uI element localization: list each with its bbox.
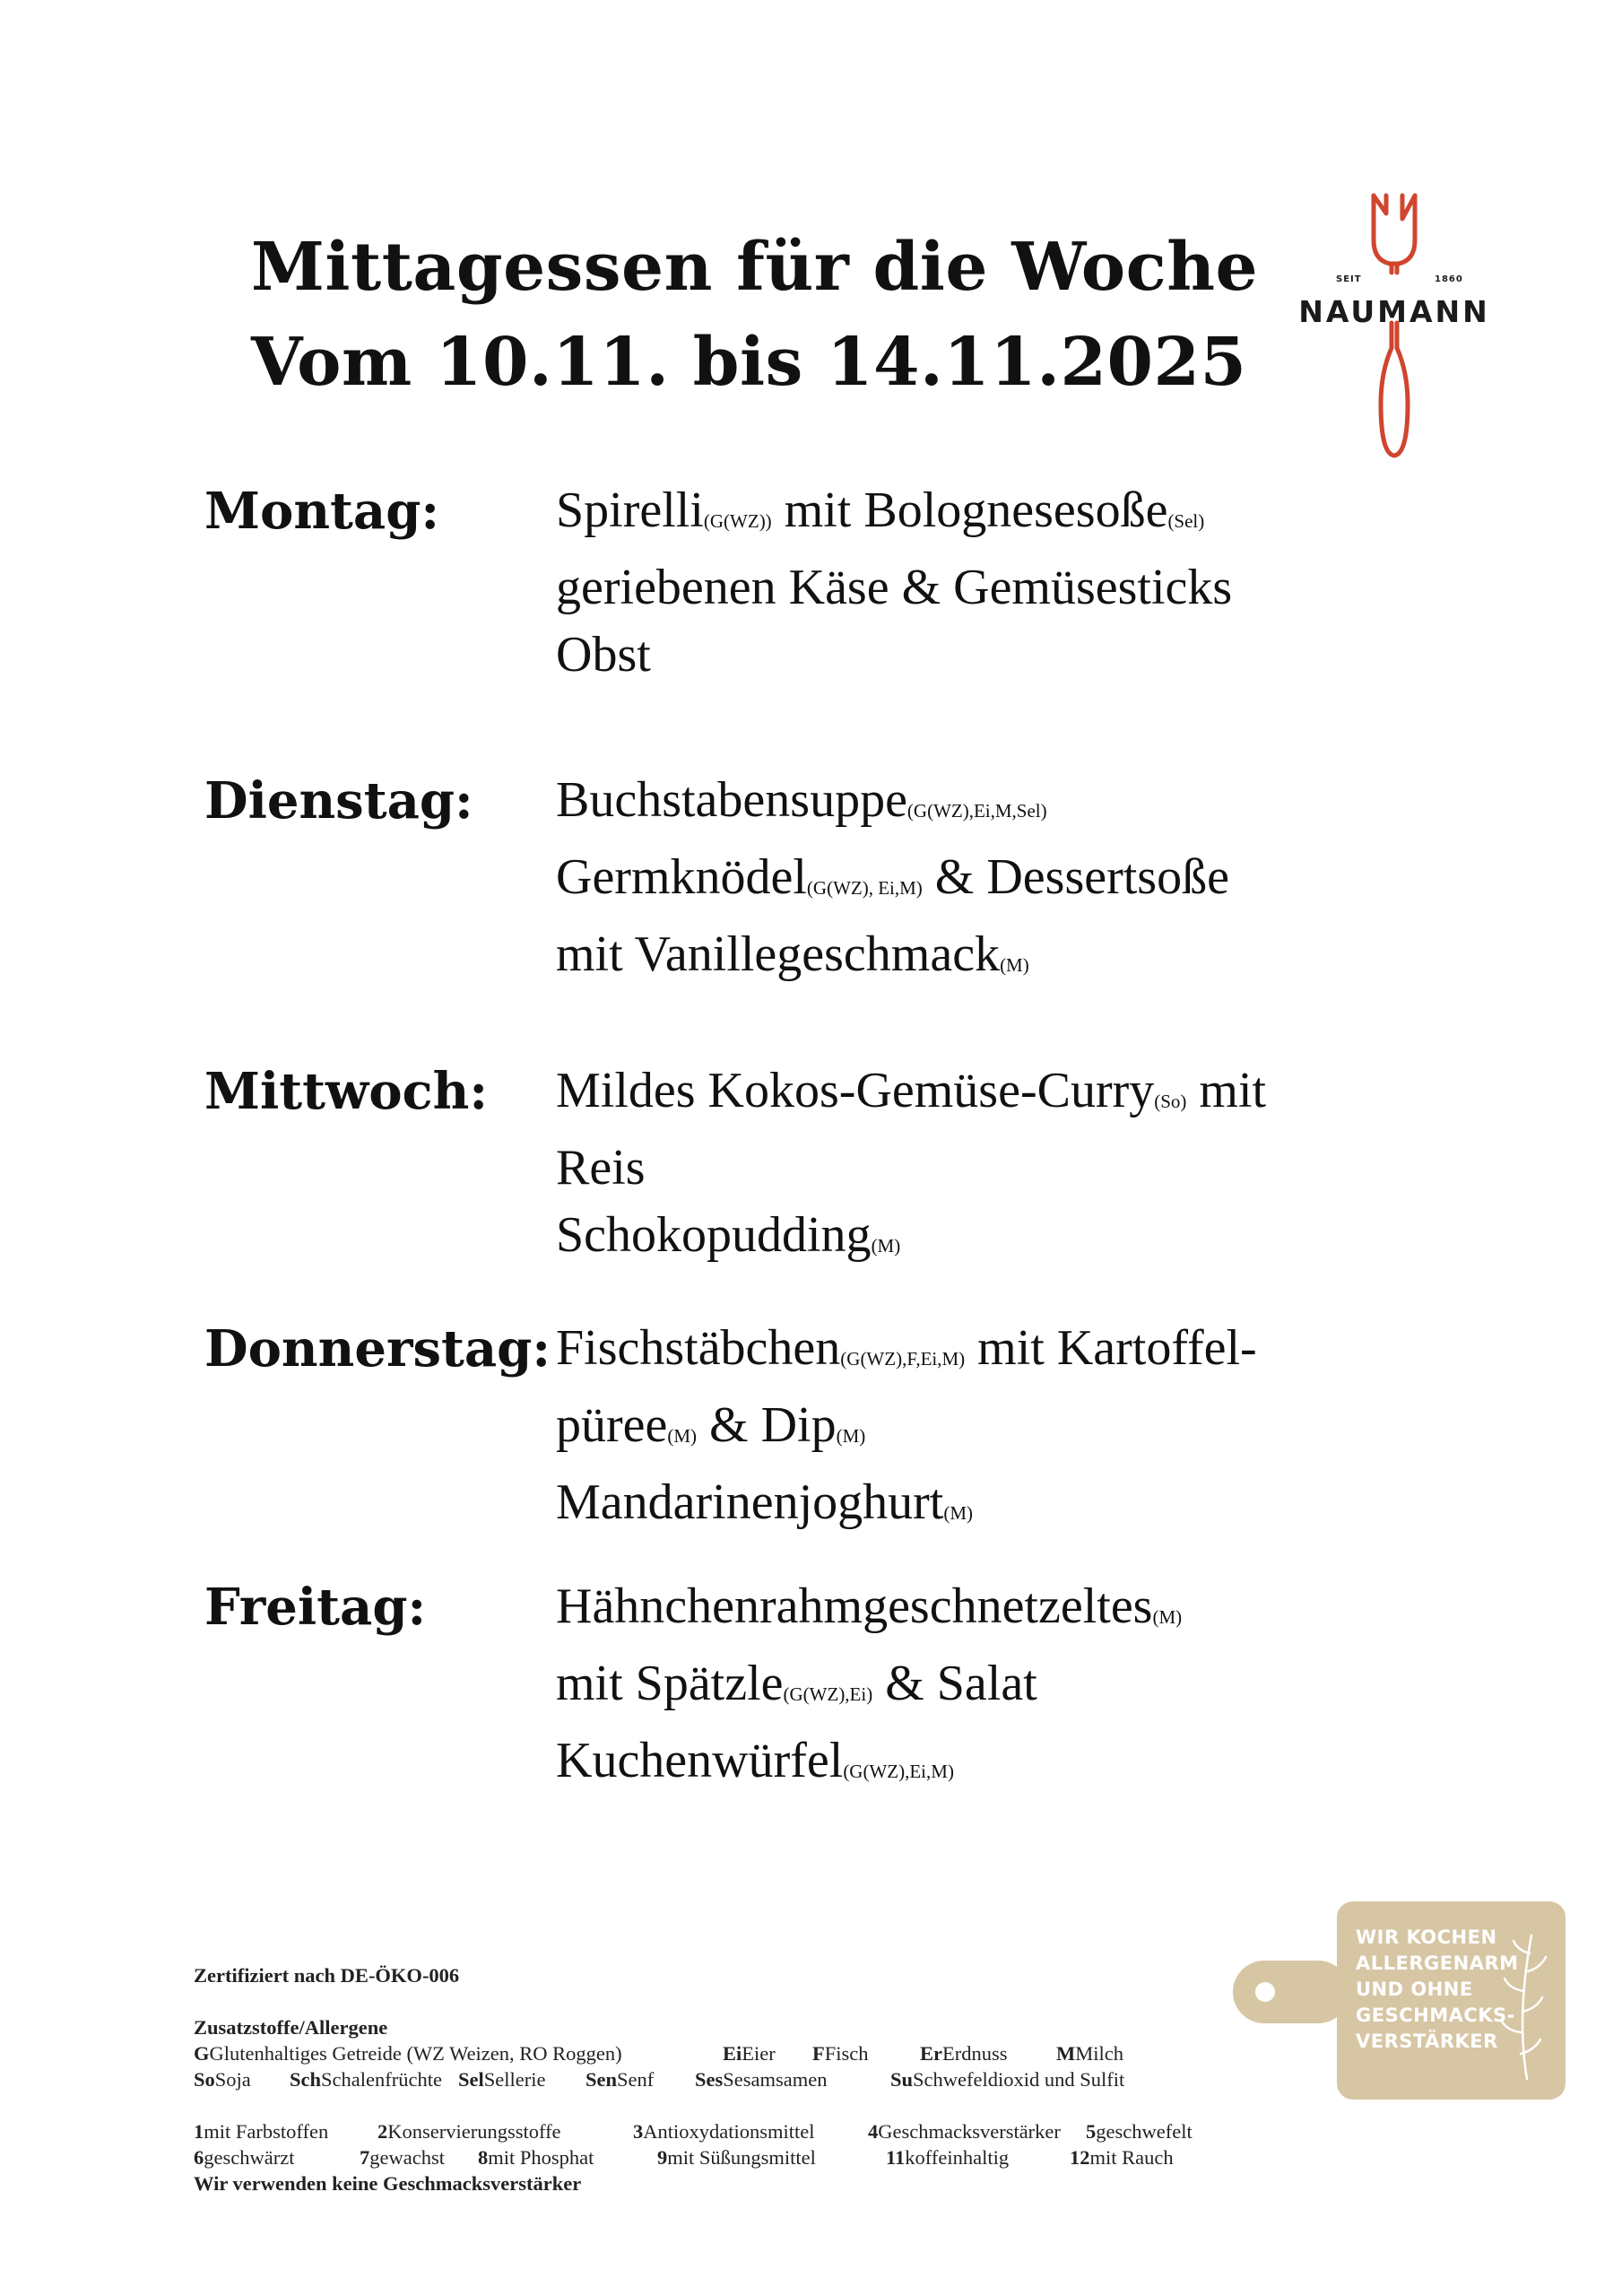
legend-entry (360, 2144, 478, 2170)
legend-code: 3 (633, 2120, 644, 2143)
legend-code: G (194, 2042, 210, 2065)
menu-line (556, 622, 1453, 689)
legend-code: 1 (194, 2120, 204, 2143)
legend-entry (194, 2066, 290, 2092)
dish-text: mit Kartoffel- (965, 1320, 1257, 1376)
legend-entry (194, 2040, 723, 2066)
menu-line (556, 554, 1453, 622)
legend-entry (657, 2144, 886, 2170)
legend-name: Soja (214, 2068, 251, 2091)
legend-entry (812, 2040, 920, 2066)
allergen-codes: (M) (943, 1502, 974, 1524)
menu-line (556, 1392, 1453, 1469)
dish-text: Fischstäbchen (556, 1320, 841, 1376)
legend-code: Su (890, 2068, 914, 2091)
legend-code: So (194, 2068, 215, 2091)
legend-code: 8 (478, 2146, 489, 2169)
allergen-codes: (G(WZ),Ei,M,Sel) (906, 800, 1047, 822)
legend-entry (886, 2144, 1070, 2170)
dish-text: mit Spätzle (556, 1656, 784, 1711)
menu-line (556, 477, 1453, 554)
allergen-codes: (M) (1152, 1606, 1183, 1628)
legend-code: Ei (723, 2042, 742, 2065)
title-line-1: Mittagessen für die Woche (251, 229, 1259, 306)
dish-text: mit Bolognesesoße (771, 483, 1168, 538)
title-line-2: Vom 10.11. bis 14.11.2025 (251, 324, 1247, 401)
legend-code: Sch (290, 2068, 322, 2091)
legend-entry (695, 2066, 890, 2092)
dish-text: geriebenen Käse & Gemüsesticks (556, 560, 1233, 615)
legend-entry (868, 2118, 1086, 2144)
allergens-row-1 (194, 2040, 1305, 2066)
allergen-codes: (G(WZ), Ei,M) (806, 877, 923, 899)
menu-montag (556, 477, 1453, 689)
legend-code: 9 (657, 2146, 668, 2169)
legend-code: M (1056, 2042, 1076, 2065)
allergen-codes: (G(WZ),Ei) (783, 1683, 873, 1705)
legend-name: Schwefeldioxid und Sulfit (913, 2068, 1125, 2091)
menu-line (556, 1573, 1453, 1650)
page-title (251, 220, 1259, 410)
legend-name: Erdnuss (942, 2042, 1008, 2065)
legend-name: mit Süßungsmittel (667, 2146, 816, 2169)
legend-name: Eier (742, 2042, 776, 2065)
additives-row-1 (194, 2118, 1305, 2144)
menu-line (556, 1469, 1453, 1546)
legend-name: mit Farbstoffen (204, 2120, 329, 2143)
menu-donnerstag (556, 1315, 1453, 1546)
legend-entry (585, 2066, 695, 2092)
legend-code: Sel (458, 2068, 484, 2091)
menu-freitag (556, 1573, 1453, 1805)
legend-name: Sellerie (483, 2068, 546, 2091)
menu-line (556, 767, 1453, 844)
menu-line (556, 1315, 1453, 1392)
legend-name: Schalenfrüchte (321, 2068, 442, 2091)
logo-seit: SEIT (1336, 274, 1362, 284)
dish-text: Germknödel (556, 849, 807, 905)
legend-code: Ses (695, 2068, 724, 2091)
dish-text: Kuchenwürfel (556, 1733, 844, 1788)
dish-text: & Dessertsoße (922, 849, 1229, 905)
legend-code: 2 (377, 2120, 388, 2143)
dish-text: Obst (556, 627, 651, 683)
certification-note: Zertifiziert nach DE-ÖKO-006 (194, 1964, 460, 1987)
legend-entry (478, 2144, 657, 2170)
dish-text: Buchstabensuppe (556, 772, 907, 828)
legend-name: Milch (1075, 2042, 1123, 2065)
legend-entry (377, 2118, 633, 2144)
legend-name: Geschmacksverstärker (878, 2120, 1061, 2143)
menu-line (556, 1057, 1453, 1135)
no-flavor-enhancer-note: Wir verwenden keine Geschmacksverstärker (194, 2172, 582, 2195)
legend-entry (1086, 2118, 1229, 2144)
legend-entry (633, 2118, 868, 2144)
legend-entry (194, 2118, 377, 2144)
menu-mittwoch (556, 1057, 1453, 1279)
legend-entry (290, 2066, 458, 2092)
legend-name: gewachst (369, 2146, 445, 2169)
day-label-dienstag: Dienstag: (204, 771, 473, 831)
legend-entry (890, 2066, 1177, 2092)
legend-code: 7 (360, 2146, 370, 2169)
dish-text: Reis (556, 1140, 646, 1196)
allergens-row-2 (194, 2066, 1305, 2092)
legend-entry (920, 2040, 1056, 2066)
allergen-codes: (M) (667, 1425, 698, 1447)
legend-entry (194, 2144, 360, 2170)
allergen-heading: Zusatzstoffe/Allergene (194, 2016, 388, 2039)
legend-name: mit Phosphat (488, 2146, 594, 2169)
legend-code: F (812, 2042, 825, 2065)
legend-name: geschwefelt (1096, 2120, 1193, 2143)
legend-code: 11 (886, 2146, 906, 2169)
menu-line (556, 1135, 1453, 1202)
legend-code: 12 (1070, 2146, 1090, 2169)
menu-dienstag (556, 767, 1453, 998)
dish-text: püree (556, 1397, 668, 1453)
logo-wordmark: NAUMANN (1298, 294, 1490, 329)
legend-name: geschwärzt (204, 2146, 295, 2169)
allergen-codes: (G(WZ),F,Ei,M) (840, 1348, 966, 1370)
menu-line (556, 1202, 1453, 1279)
menu-line (556, 1727, 1453, 1805)
legend-name: Fisch (824, 2042, 869, 2065)
menu-line (556, 1650, 1453, 1727)
legend-code: Er (920, 2042, 942, 2065)
dish-text: & Dip (697, 1397, 837, 1453)
legend-name: Sesamsamen (723, 2068, 828, 2091)
naumann-logo (1291, 188, 1497, 462)
legend-code: Sen (585, 2068, 618, 2091)
allergen-codes: (G(WZ),Ei,M) (843, 1761, 954, 1782)
logo-year: 1860 (1435, 274, 1463, 284)
legend-entry (1056, 2040, 1164, 2066)
legend-name: Antioxydationsmittel (643, 2120, 815, 2143)
legend-name: mit Rauch (1089, 2146, 1174, 2169)
legend-code: 6 (194, 2146, 204, 2169)
legend-entry (723, 2040, 812, 2066)
dish-text: & Salat (872, 1656, 1037, 1711)
menu-line (556, 844, 1453, 921)
legend-name: Konservierungsstoffe (387, 2120, 561, 2143)
legend-name: Glutenhaltiges Getreide (WZ Weizen, RO Roggen) (209, 2042, 622, 2065)
allergen-codes: (M) (1000, 954, 1029, 976)
legend-name: Senf (617, 2068, 655, 2091)
allergen-codes: (So) (1154, 1091, 1187, 1112)
additives-row-2 (194, 2144, 1305, 2170)
dish-text: Mandarinenjoghurt (556, 1474, 944, 1530)
allergen-codes: (M) (871, 1235, 901, 1257)
allergen-codes: (G(WZ)) (703, 510, 772, 532)
dish-text: mit Vanillegeschmack (556, 926, 1001, 982)
allergen-codes: (Sel) (1167, 510, 1205, 532)
dish-text: Hähnchenrahmgeschnetzeltes (556, 1578, 1153, 1634)
legend-code: 4 (868, 2120, 879, 2143)
day-label-donnerstag: Donnerstag: (204, 1319, 551, 1378)
day-label-montag: Montag: (204, 482, 440, 541)
menu-line (556, 921, 1453, 998)
legend-entry (1070, 2144, 1195, 2170)
legend-entry (458, 2066, 585, 2092)
allergen-codes: (M) (836, 1425, 866, 1447)
legend-code: 5 (1086, 2120, 1097, 2143)
dish-text: mit (1186, 1063, 1267, 1118)
dish-text: Mildes Kokos-Gemüse-Curry (556, 1063, 1155, 1118)
badge-text: WIR KOCHEN ALLERGENARM UND OHNE GESCHMACKS- VERSTÄRKER (1356, 1926, 1519, 2052)
dish-text: Spirelli (556, 483, 704, 538)
legend-name: koffeinhaltig (905, 2146, 1010, 2169)
day-label-mittwoch: Mittwoch: (204, 1062, 489, 1121)
day-label-freitag: Freitag: (204, 1578, 427, 1637)
dish-text: Schokopudding (556, 1207, 872, 1263)
